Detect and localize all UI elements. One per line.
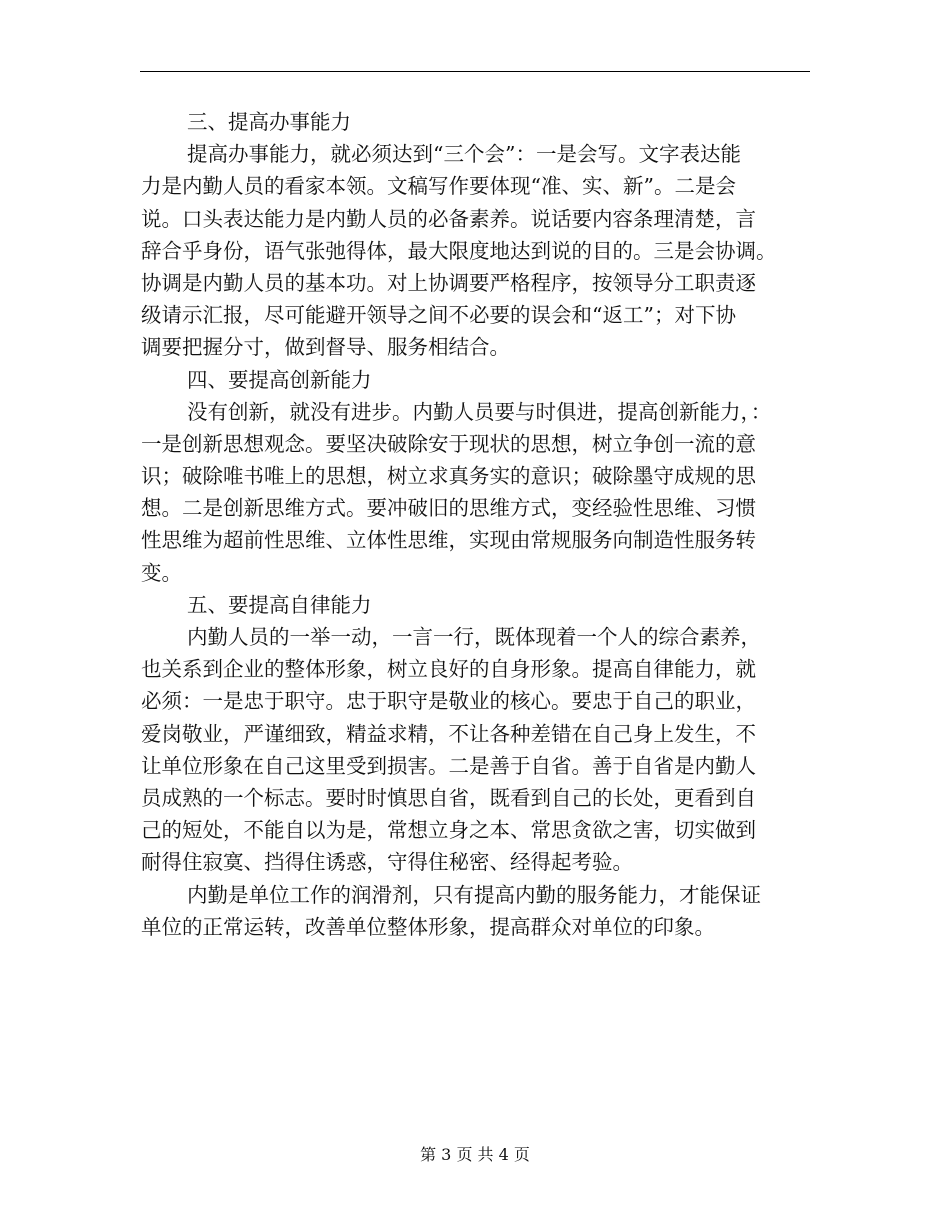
header-rule xyxy=(140,71,810,72)
paragraph-line: 说。口头表达能力是内勤人员的必备素养。说话要内容条理清楚，言 xyxy=(141,206,756,231)
paragraph-line: 变。 xyxy=(141,560,182,585)
paragraph-line: 级请示汇报，尽可能避开领导之间不必要的误会和“返工”；对下协 xyxy=(141,303,736,328)
paragraph-line: 己的短处，不能自以为是，常想立身之本、常思贪欲之害，切实做到 xyxy=(141,818,756,843)
paragraph-line: 力是内勤人员的看家本领。文稿写作要体现“准、实、新”。二是会 xyxy=(141,174,736,199)
paragraph-line: 辞合乎身份，语气张弛得体，最大限度地达到说的目的。三是会协调。 xyxy=(141,238,777,263)
paragraph-line: 必须：一是忠于职守。忠于职守是敬业的核心。要忠于自己的职业， xyxy=(141,689,756,714)
paragraph-line: 提高办事能力，就必须达到“三个会”：一是会写。文字表达能 xyxy=(187,142,741,167)
paragraph-line: 没有创新，就没有进步。内勤人员要与时俱进，提高创新能力，： xyxy=(187,399,772,424)
paragraph-line: 也关系到企业的整体形象，树立良好的自身形象。提高自律能力，就 xyxy=(141,657,756,682)
paragraph-line: 一是创新思想观念。要坚决破除安于现状的思想，树立争创一流的意 xyxy=(141,431,756,456)
paragraph-line: 协调是内勤人员的基本功。对上协调要严格程序，按领导分工职责逐 xyxy=(141,270,756,295)
paragraph-line: 爱岗敬业，严谨细致，精益求精，不让各种差错在自己身上发生，不 xyxy=(141,721,756,746)
paragraph-line: 调要把握分寸，做到督导、服务相结合。 xyxy=(141,335,510,360)
paragraph-line: 单位的正常运转，改善单位整体形象，提高群众对单位的印象。 xyxy=(141,914,715,939)
page-number-footer: 第 3 页 共 4 页 xyxy=(420,1145,530,1164)
paragraph-line: 员成熟的一个标志。要时时慎思自省，既看到自己的长处，更看到自 xyxy=(141,785,756,810)
paragraph-line: 内勤人员的一举一动，一言一行，既体现着一个人的综合素养， xyxy=(187,625,761,649)
paragraph-line: 内勤是单位工作的润滑剂，只有提高内勤的服务能力，才能保证 xyxy=(187,882,761,907)
section-heading-5: 五、要提高自律能力 xyxy=(187,592,372,617)
section-heading-3: 三、提高办事能力 xyxy=(187,110,351,134)
paragraph-line: 识；破除唯书唯上的思想，树立求真务实的意识；破除墨守成规的思 xyxy=(141,464,756,489)
paragraph-line: 耐得住寂寞、挡得住诱惑，守得住秘密、经得起考验。 xyxy=(141,850,633,875)
paragraph-line: 想。二是创新思维方式。要冲破旧的思维方式，变经验性思维、习惯 xyxy=(141,496,756,521)
section-heading-4: 四、要提高创新能力 xyxy=(187,367,372,392)
document-body xyxy=(141,106,811,943)
paragraph-line: 性思维为超前性思维、立体性思维，实现由常规服务向制造性服务转 xyxy=(141,528,756,553)
paragraph-line: 让单位形象在自己这里受到损害。二是善于自省。善于自省是内勤人 xyxy=(141,753,756,778)
